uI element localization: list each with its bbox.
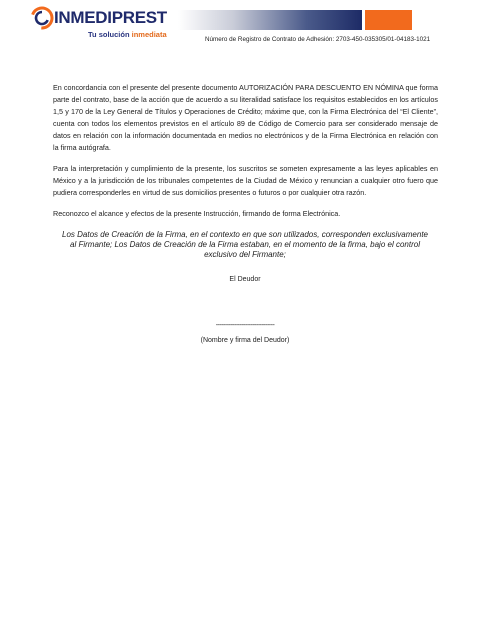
paragraph-authorization: En concordancia con el presente del presente documento AUTORIZACIÓN PARA DESCUENTO EN NÓMINA que forma parte del contrato, base de la acción que de acuerdo a su literalidad satisface los requisitos establecidos en los artículos 1,5 y 170 de la Ley General de Títulos y Operaciones de Crédito; máxime que, con la Firma Electrónica del “El Cliente”, cuenta con todos los elementos previstos en el artículo 89 de Código de Comercio para ser considerado mensaje de datos en relación con la información documentada en medios no electrónicos y de la Firma Electrónica en relación con la firma autógrafa. [53,83,438,152]
header-orange-bar [365,10,412,30]
signature-data-statement: Los Datos de Creación de la Firma, en el contexto en que son utilizados, corresponden exclusivamente al Firmante; Los Datos de Creación de la Firma estaban, en el momento de la firma, bajo el control exclusivo del Firmante; [62,230,428,259]
tagline-prefix: Tu solución [88,30,132,39]
signature-caption: (Nombre y firma del Deudor) [200,337,290,344]
header-gradient-bar [178,10,362,30]
brand-tagline [88,30,167,39]
tagline-highlight: inmediata [131,30,167,39]
paragraph-acknowledgement: Reconozco el alcance y efectos de la presente Instrucción, firmando de forma Electrónica. [53,209,341,218]
brand-name: INMEDIPREST [54,8,167,27]
signature-line: -------------------------------- [215,322,275,329]
paragraph-jurisdiction: Para la interpretación y cumplimiento de la presente, los suscritos se someten expresamente a las leyes aplicables en México y a la jurisdicción de los tribunales competentes de la Ciudad de México y renuncian a cualquier otro fuero que pudiera corresponderles en virtud de sus domicilios presentes o futuros o por cualquier otra razón. [53,164,438,197]
brand-mark-icon [30,6,54,30]
inmediprest-logo [30,6,180,40]
registration-number: Número de Registro de Contrato de Adhesión: 2703-450-035305/01-04183-1021 [205,36,431,43]
debtor-label: El Deudor [229,276,261,283]
